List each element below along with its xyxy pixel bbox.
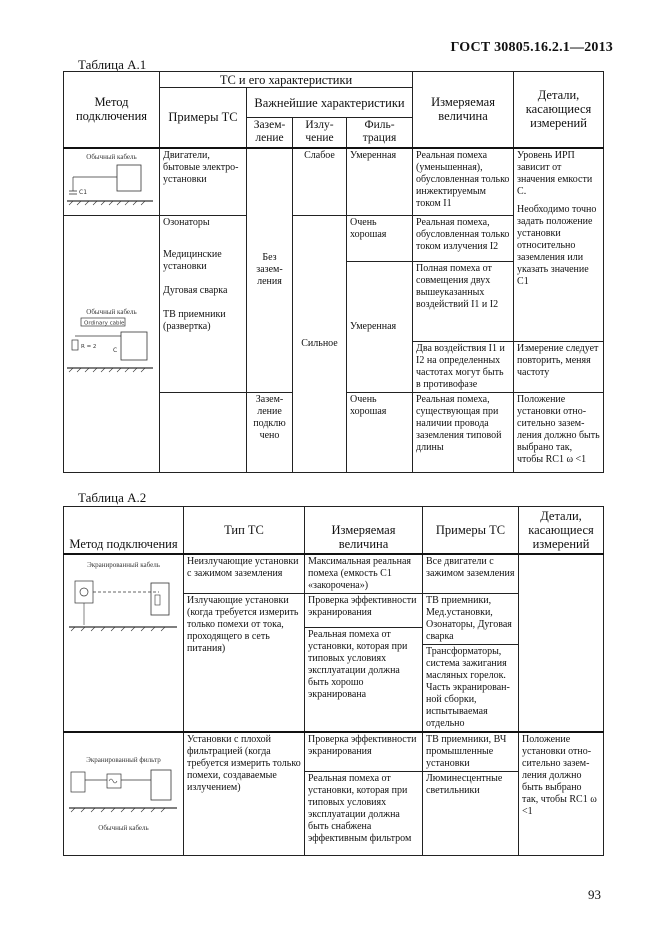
col-details: Детали, касающиеся измерений	[514, 72, 604, 148]
t2-d-empty	[519, 554, 604, 732]
diagram-shielded-cable	[64, 554, 184, 732]
t2-m5: Реальная помеха от установки, которая при типовых условиях эксплуатации должна быть снабжена эффективным фильтром	[305, 772, 423, 856]
col-examples: Примеры ТС	[160, 88, 247, 148]
t1-f3: Умеренная	[347, 262, 413, 393]
t2-d1: Положение установки отно-сительно зазем-ления должно быть выбрано так, чтобы RC1 ω <1	[519, 732, 604, 856]
diagram-ordinary-cable-1	[64, 148, 160, 216]
t2-col-method: Метод подключения	[64, 507, 184, 555]
svg-text:R = 2: R = 2	[81, 344, 97, 350]
t1-d1b: Необходимо точно задать положение установки относительно заземления или указать значение C1	[517, 203, 597, 287]
col-grounding: Зазем-ление	[247, 118, 293, 148]
t1-d1	[514, 148, 604, 342]
col-emission: Излу-чение	[293, 118, 347, 148]
diagram-shielded-filter	[64, 732, 184, 856]
t2-e4: ТВ приемники, ВЧ промышленные установки	[423, 732, 519, 772]
t2-t3: Установки с плохой фильтрацией (когда требуется измерить только помехи, создаваемые излучением)	[184, 732, 305, 856]
t1-d1a: Уровень ИРП зависит от значения емкости C.	[517, 149, 593, 197]
t1-em-weak: Слабое	[293, 148, 347, 216]
circuit-diagram-icon	[67, 316, 155, 376]
t1-m2: Реальная помеха, обусловленная только током излучения I2	[413, 216, 514, 262]
t1-m3: Полная помеха от совмещения двух вышеуказанных воздействий I1 и I2	[413, 262, 514, 342]
t1-em-strong: Сильное	[293, 216, 347, 473]
circuit-diagram-icon	[67, 764, 179, 820]
t1-ex-empty	[160, 393, 247, 473]
t2-m4: Проверка эффективности экранирования	[305, 732, 423, 772]
diagram-label: Экранированный фильтр	[86, 756, 161, 764]
t1-f1: Умеренная	[347, 148, 413, 216]
t2-col-details: Детали, касающиеся измерений	[519, 507, 604, 555]
col-method: Метод подключения	[64, 72, 160, 148]
t2-e3: Трансформаторы, система зажигания масляных горелок. Часть экранирован-ной сборки, испытываемая отдельно	[423, 645, 519, 733]
t1-ground-none: Без зазем-ления	[247, 148, 293, 393]
table-a2	[63, 506, 604, 856]
t2-col-type: Тип ТС	[184, 507, 305, 555]
diagram-label: Обычный кабель	[86, 308, 137, 316]
t2-t2: Излучающие установки (когда требуется измерить только помехи от тока, проходящего в сеть питания)	[184, 594, 305, 733]
t1-ground-yes: Зазем-ление подклю чено	[247, 393, 293, 473]
diagram-bottom-label: Обычный кабель	[98, 824, 149, 832]
col-measured: Измеряемая величина	[413, 72, 514, 148]
t2-e2: ТВ приемники, Мед.установки, Озонаторы, Дуговая сварка	[423, 594, 519, 645]
t2-e5: Люминесцентные светильники	[423, 772, 519, 856]
svg-text:C1: C1	[79, 188, 88, 196]
t1-d2: Измерение следует повторить, меняя частоту	[514, 342, 604, 393]
t2-m2: Проверка эффективности экранирования	[305, 594, 423, 628]
t2-e1: Все двигатели с зажимом заземления	[423, 554, 519, 594]
page-number: 93	[588, 887, 601, 902]
t2-col-examples: Примеры ТС	[423, 507, 519, 555]
t2-m3: Реальная помеха от установки, которая при типовых условиях эксплуатации должна быть хорошо экранирована	[305, 628, 423, 733]
t1-d3: Положение установки отно-сительно зазем-ления должно быть выбрано так, чтобы RC1 ω <1	[514, 393, 604, 473]
t1-f2: Очень хорошая	[347, 216, 413, 262]
diagram-ordinary-cable-2	[64, 216, 160, 473]
t2-col-measured: Измеряемая величина	[305, 507, 423, 555]
t2-t1: Неизлучающие установки с зажимом заземления	[184, 554, 305, 594]
diagram-label: Экранированный кабель	[87, 561, 160, 569]
t2-m1: Максимальная реальная помеха (емкость C1 «закорочена»)	[305, 554, 423, 594]
svg-text:Ordinary cable: Ordinary cable	[84, 320, 125, 327]
diagram-label: Обычный кабель	[86, 152, 137, 161]
svg-text:C: C	[113, 347, 118, 354]
col-filtering: Филь-трация	[347, 118, 413, 148]
table-a1	[63, 71, 604, 473]
col-key-chars: Важнейшие характеристики	[247, 88, 413, 118]
table2-caption: Таблица А.2	[78, 490, 147, 505]
col-tc-group: ТС и его характеристики	[160, 72, 413, 88]
circuit-diagram-icon	[67, 161, 155, 207]
t1-m5: Реальная помеха, существующая при наличии провода заземления типовой длины	[413, 393, 514, 473]
t1-m4: Два воздействия I1 и I2 на определенных частотах могут быть в противофазе	[413, 342, 514, 393]
t1-ex2: Озонаторы Медицинские установки Дуговая сварка ТВ приемники (развертка)	[160, 216, 247, 393]
t1-f4: Очень хорошая	[347, 393, 413, 473]
t1-m1: Реальная помеха (уменьшенная), обусловленная только инжектируемым током I1	[413, 148, 514, 216]
circuit-diagram-icon	[67, 569, 179, 639]
document-header: ГОСТ 30805.16.2.1—2013	[450, 40, 613, 55]
t1-ex1: Двигатели, бытовые электро-установки	[160, 148, 247, 216]
table1-caption: Таблица А.1	[78, 57, 147, 72]
